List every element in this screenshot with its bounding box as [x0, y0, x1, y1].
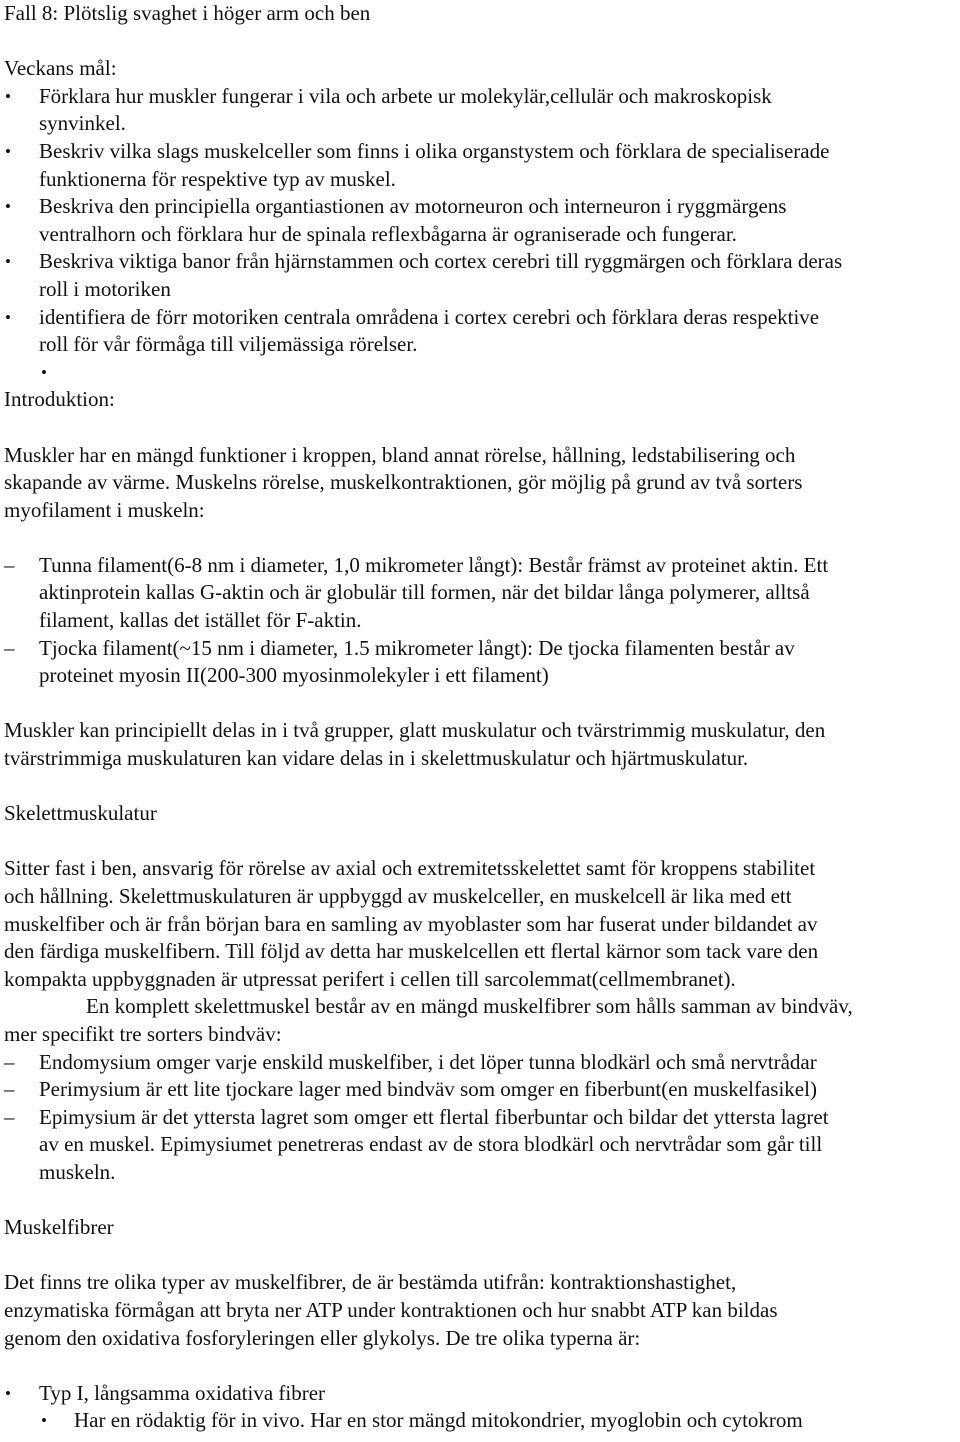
filament-line: proteinet myosin II(200-300 myosinmolekyler i ett filament) — [39, 663, 549, 688]
connective-item — [4, 1049, 960, 1077]
goal-line: synvinkel. — [39, 111, 126, 136]
paragraph-line: Muskler har en mängd funktioner i kroppen, bland annat rörelse, hållning, ledstabilisering och — [4, 442, 796, 467]
goal-item — [4, 83, 960, 138]
muscle-groups-paragraph — [4, 717, 960, 772]
dash-icon: – — [4, 552, 15, 577]
filament-list — [4, 552, 960, 690]
spacer — [4, 773, 960, 801]
bullet-icon: • — [5, 307, 11, 327]
connective-line: Perimysium är ett lite tjockare lager med bindväv som omger en fiberbunt(en muskelfasikel) — [39, 1077, 817, 1102]
paragraph-line: Det finns tre olika typer av muskelfibrer, de är bestämda utifrån: kontraktionshastighet, — [4, 1270, 737, 1295]
goals-heading-text: Veckans mål: — [4, 56, 117, 81]
fiber-type-item — [4, 1380, 960, 1408]
paragraph-line: muskelfiber och är från början bara en samling av myoblaster som har fuserat under bildandet av — [4, 911, 818, 936]
connective-item — [4, 1076, 960, 1104]
fibers-paragraph — [4, 1269, 960, 1352]
connective-line: Endomysium omger varje enskild muskelfiber, i det löper tunna blodkärl och små nervtrådar — [39, 1049, 817, 1074]
fibers-heading — [4, 1214, 960, 1242]
dash-icon: – — [4, 1077, 15, 1102]
goal-item — [4, 138, 960, 193]
connective-line: av en muskel. Epimysiumet penetreras endast av de stora blodkärl och nervtrådar som går till — [39, 1132, 823, 1157]
spacer — [4, 414, 960, 442]
paragraph-line: myofilament i muskeln: — [4, 497, 205, 522]
document-title — [4, 0, 960, 28]
connective-tissue-list — [4, 1049, 960, 1187]
filament-item — [4, 552, 960, 635]
empty-bullet — [4, 359, 960, 387]
fiber-types-list — [4, 1380, 960, 1408]
paragraph-line: Muskler kan principiellt delas in i två grupper, glatt muskulatur och tvärstrimmig muskulatur, den — [4, 718, 826, 743]
paragraph-line: enzymatiska förmågan att bryta ner ATP under kontraktionen och hur snabbt ATP kan bildas — [4, 1297, 778, 1322]
connective-line: Epimysium är det yttersta lagret som omger ett flertal fiberbuntar och bildar det yttersta lagret — [39, 1104, 829, 1129]
spacer — [4, 1187, 960, 1215]
fiber-type-label: Typ I, långsamma oxidativa fibrer — [39, 1380, 326, 1405]
paragraph-line: kompakta uppbyggnaden är utpressat perifert i cellen till sarcolemmat(cellmembranet). — [4, 966, 736, 991]
goal-line: identifiera de förr motoriken centrala områdena i cortex cerebri och förklara deras respektive — [39, 304, 820, 329]
goals-list — [4, 83, 960, 359]
title-text: Fall 8: Plötslig svaghet i höger arm och ben — [4, 1, 371, 25]
filament-line: filament, kallas det istället för F-aktin. — [39, 608, 362, 633]
goals-heading — [4, 55, 960, 83]
goal-item — [4, 248, 960, 303]
paragraph-line: och hållning. Skelettmuskulaturen är uppbyggd av muskelceller, en muskelcell är lika med ett — [4, 884, 792, 908]
bullet-icon: • — [41, 1411, 47, 1431]
goal-line: Förklara hur muskler fungerar i vila och arbete ur molekylär,cellulär och makroskopisk — [39, 83, 772, 108]
spacer — [4, 1242, 960, 1270]
spacer — [4, 524, 960, 552]
goal-line: roll i motoriken — [39, 276, 171, 301]
spacer — [4, 1352, 960, 1380]
paragraph-line: Sitter fast i ben, ansvarig för rörelse av axial och extremitetsskelettet samt för kroppens stabilitet — [4, 856, 816, 881]
bullet-icon: • — [5, 141, 11, 161]
filament-line: aktinprotein kallas G-aktin och är globulär till formen, när det bildar långa polymerer, alltså — [39, 580, 810, 605]
paragraph-line: mer specifikt tre sorters bindväv: — [4, 1021, 282, 1046]
goal-line: funktionerna för respektive typ av muskel. — [39, 166, 396, 191]
dash-icon: – — [4, 1049, 15, 1074]
paragraph-line: skapande av värme. Muskelns rörelse, muskelkontraktionen, gör möjlig på grund av två sorters — [4, 470, 803, 495]
goal-line: Beskriv vilka slags muskelceller som finns i olika organstystem och förklara de specialiserade — [39, 138, 830, 163]
intro-heading — [4, 386, 960, 414]
skeletal-paragraph — [4, 855, 960, 1048]
goal-item — [4, 193, 960, 248]
connective-item — [4, 1104, 960, 1187]
goal-item — [4, 304, 960, 359]
spacer — [4, 28, 960, 56]
document-page — [4, 0, 960, 1435]
paragraph-line: den färdiga muskelfibern. Till följd av detta har muskelcellen ett flertal kärnor som tack vare den — [4, 939, 819, 964]
bullet-icon: • — [5, 252, 11, 272]
fiber-type-subtext: Har en rödaktig för in vivo. Har en stor mängd mitokondrier, myoglobin och cytokrom — [74, 1408, 803, 1433]
spacer — [4, 828, 960, 856]
filament-item — [4, 635, 960, 690]
intro-paragraph — [4, 442, 960, 525]
goal-line: Beskriva viktiga banor från hjärnstammen och cortex cerebri till ryggmärgen och förklara deras — [39, 249, 843, 274]
fibers-heading-text: Muskelfibrer — [4, 1215, 114, 1240]
skeletal-heading-text: Skelettmuskulatur — [4, 801, 157, 826]
goal-line: ventralhorn och förklara hur de spinala reflexbågarna är ograniserade och fungerar. — [39, 221, 737, 246]
filament-line: Tjocka filament(~15 nm i diameter, 1.5 mikrometer långt): De tjocka filamenten består av — [39, 635, 795, 660]
connective-line: muskeln. — [39, 1159, 116, 1184]
bullet-icon: • — [5, 86, 11, 106]
paragraph-line-indented: En komplett skelettmuskel består av en mängd muskelfibrer som hålls samman av bindväv, — [86, 994, 853, 1019]
dash-icon: – — [4, 635, 15, 660]
spacer — [4, 690, 960, 718]
goal-line: roll för vår förmåga till viljemässiga rörelser. — [39, 332, 418, 357]
skeletal-heading — [4, 800, 960, 828]
paragraph-line: tvärstrimmiga muskulaturen kan vidare delas in i skelettmuskulatur och hjärtmuskulatur. — [4, 746, 749, 771]
intro-heading-text: Introduktion: — [4, 387, 115, 412]
paragraph-line: genom den oxidativa fosforyleringen eller glykolys. De tre olika typerna är: — [4, 1325, 641, 1350]
bullet-icon: • — [5, 197, 11, 217]
filament-line: Tunna filament(6-8 nm i diameter, 1,0 mikrometer långt): Består främst av proteinet aktin. Ett — [39, 552, 829, 577]
fiber-type-subitem — [4, 1407, 960, 1435]
bullet-icon: • — [5, 1383, 11, 1403]
goal-line: Beskriva den principiella organtiastionen av motorneuron och interneuron i ryggmärgens — [39, 194, 787, 219]
dash-icon: – — [4, 1104, 15, 1129]
bullet-icon: • — [41, 362, 47, 382]
